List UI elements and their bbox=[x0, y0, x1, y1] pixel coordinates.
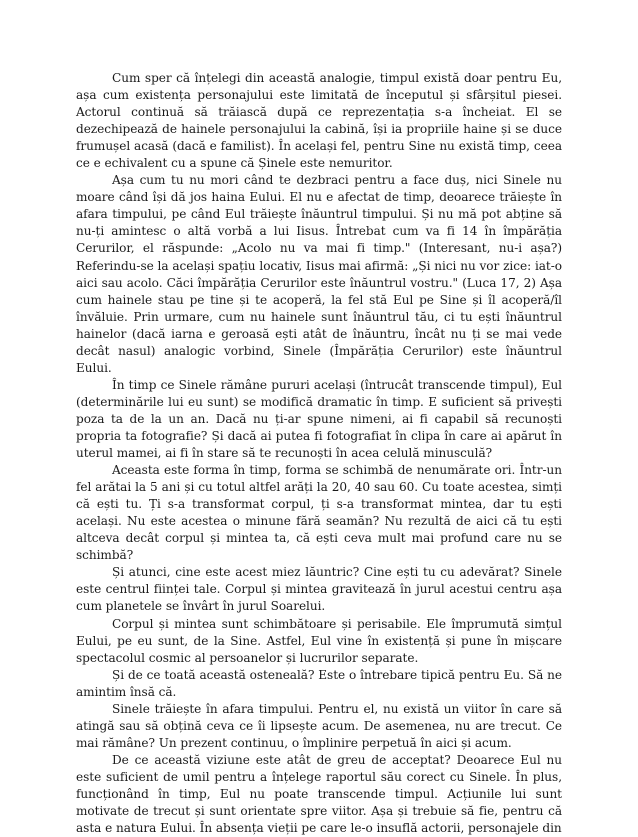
paragraph-3: În timp ce Sinele rămâne pururi același (întrucât transcende timpul), Eul (determinările lui eu sunt) se modifică dramatic în timp. E suficient să privești poza ta de la un an. Dacă nu ți-ar spune nimeni, ai fi capabil să recunoști propria ta fotografie? Și dacă ai putea fi fotografiat în clipa în care ai apărut în uterul mamei, ai fi în stare să te recunoști în acea celulă minusculă? bbox=[76, 377, 562, 461]
paragraph-5: Și atunci, cine este acest miez lăuntric? Cine ești tu cu adevărat? Sinele este centrul ființei tale. Corpul și mintea gravitează în jurul acestui centru așa cum planetele se învârt în jurul Soarelui. bbox=[76, 565, 562, 614]
paragraph-1: Cum sper că înțelegi din această analogie, timpul există doar pentru Eu, așa cum existența personajului este limitată de începutul și sfârșitul piesei. Actorul continuă să trăiască după ce reprezentația s-a încheiat. El se dezechipează de hainele personajului la cabină, își ia propriile haine și se duce frumușel acasă (dacă e familist). În același fel, pentru Sine nu există timp, ceea ce e echivalent cu a spune că Șinele este nemuritor. bbox=[76, 71, 562, 171]
paragraph-4: Aceasta este forma în timp, forma se schimbă de nenumărate ori. Într-un fel arătai la 5 ani și cu totul altfel arăți la 20, 40 sau 60. Cu toate acestea, simți că ești tu. Ți s-a transformat corpul, ți s-a transformat mintea, dar tu ești același. Nu este acestea o minune fără seamăn? Nu rezultă de aici că tu ești altceva decât corpul și mintea ta, că ești ceva mult mai profund care nu se schimbă? bbox=[76, 463, 562, 563]
paragraph-8: Sinele trăiește în afara timpului. Pentru el, nu există un viitor în care să atingă sau să obțină ceva ce îi lipsește acum. De asemenea, nu are trecut. Ce mai rămâne? Un prezent continuu, o împlinire perpetuă în aici și acum. bbox=[76, 701, 562, 750]
paragraph-7: Și de ce toată această osteneală? Este o întrebare tipică pentru Eu. Să ne amintim însă că. bbox=[76, 667, 562, 699]
paragraph-6: Corpul și mintea sunt schimbătoare și perisabile. Ele împrumută simțul Eului, pe eu sunt, de la Sine. Astfel, Eul vine în existență și pune în mișcare spectacolul cosmic al persoanelor și lucrurilor separate. bbox=[76, 616, 562, 665]
paragraph-9: De ce această viziune este atât de greu de acceptat? Deoarece Eul nu este suficient de umil pentru a înțelege raportul său corect cu Sinele. În plus, funcționând în timp, Eul nu poate transcende timpul. Acțiunile lui sunt motivate de trecut și sunt orientate spre viitor. Așa și trebuie să fie, pentru că asta e natura Eului. În absența vieții pe care le-o insuflă actorii, personajele din bbox=[76, 752, 562, 836]
paragraph-2: Așa cum tu nu mori când te dezbraci pentru a face duș, nici Sinele nu moare când își dă jos haina Eului. El nu e afectat de timp, deoarece trăiește în afara timpului, pe când Eul trăiește înăuntrul timpului. Și nu mă pot abține să nu-ți amintesc o altă vorbă a lui Iisus. Întrebat cum va fi 14 în împărăția Cerurilor, el răspunde: „Acolo nu va mai fi timp." (Interesant, nu-i așa?) Referindu-se la același spațiu locativ, Iisus mai afirmă: „Și nici nu vor zice: iat-o aici sau acolo. Căci împărăția Cerurilor este înăuntrul vostru." (Luca 17, 2) Așa cum hainele stau pe tine și te acoperă, la fel stă Eul pe Sine și îl acoperă/îl învăluie. Prin urmare, cum nu hainele sunt înăuntrul tău, ci tu ești înăuntrul hainelor (dacă iarna e geroasă ești atât de înăuntru, încât nu ți se mai vede decât nasul) analogic vorbind, Sinele (Împărăția Cerurilor) este înăuntrul Eului. bbox=[76, 173, 562, 375]
document-page bbox=[76, 70, 562, 837]
